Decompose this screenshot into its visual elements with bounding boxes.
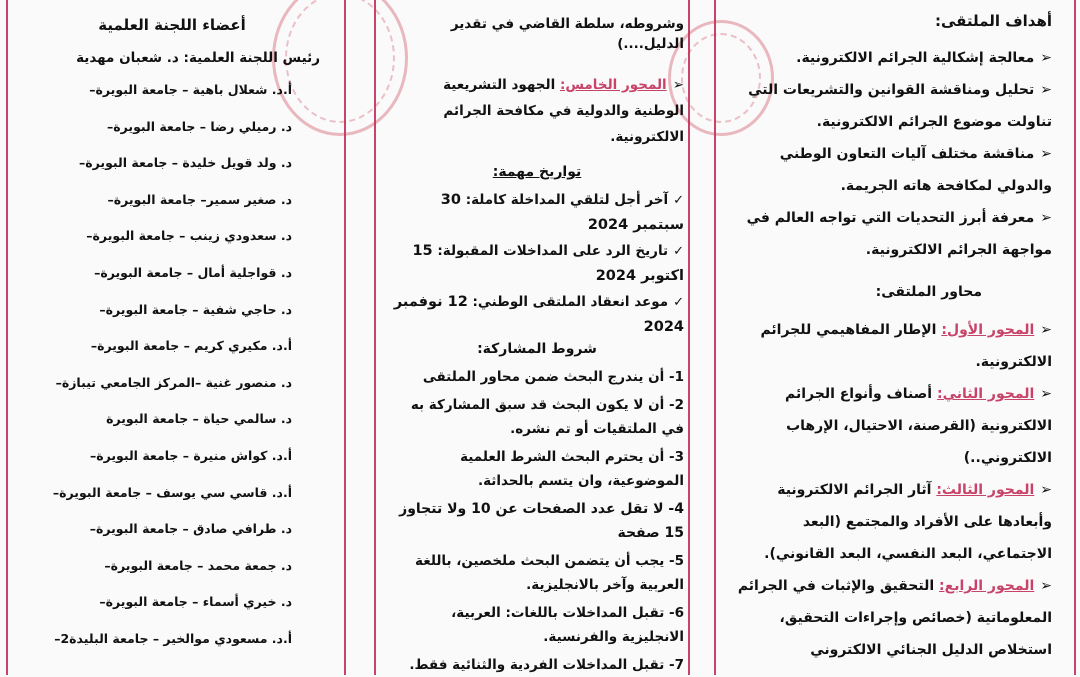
arrow-bullet-icon: ➢: [1040, 82, 1052, 98]
arrow-bullet-icon: ➢: [1040, 578, 1052, 594]
goal-item: [730, 202, 1052, 266]
date-text: موعد انعقاد الملتقى الوطني:: [472, 294, 669, 310]
arrow-bullet-icon: ➢: [1040, 386, 1052, 402]
member-item: د. ولد قويل خليدة – جامعة البويرة–: [79, 155, 292, 171]
axis-label: المحور الثاني:: [936, 386, 1035, 402]
dates-list: [390, 188, 684, 339]
arrow-bullet-icon: ➢: [1040, 146, 1052, 162]
member-item: د. خيري أسماء – جامعة البويرة–: [99, 594, 292, 610]
conditions-title: شروط المشاركة:: [477, 341, 597, 357]
axis-label: المحور الرابع:: [939, 578, 1035, 594]
goals-list: [730, 42, 1052, 266]
axis-text: الإطار المفاهيمي للجرائم الالكترونية.: [760, 322, 1052, 370]
arrow-bullet-icon: ➢: [1040, 210, 1052, 226]
goal-text: تحليل ومناقشة القوانين والتشريعات التي تناولت موضوع الجرائم الالكترونية.: [748, 82, 1052, 130]
member-item: أ.د. كواش منيرة – جامعة البويرة–: [89, 447, 292, 463]
member-item: أ.د. مسعودي موالخير – جامعة البليدة2–: [54, 630, 292, 646]
axis-item: [730, 474, 1052, 570]
date-value: 12 نوفمبر 2024: [393, 294, 684, 335]
committee-title: أعضاء اللجنة العلمية: [98, 16, 246, 34]
goal-item: [730, 138, 1052, 202]
axis-text: التحقيق والإثبات في الجرائم المعلوماتية (خصائص وإجراءات التحقيق، استخلاص الدليل الجنائي الالكتروني: [737, 578, 1052, 658]
condition-item: 6- تقبل المداخلات باللغات: العربية، الانجليزية والفرنسية.: [451, 605, 684, 645]
committee-panel: [10, 0, 340, 675]
axes-list: [730, 314, 1052, 666]
condition-item: 4- لا تقل عدد الصفحات عن 10 ولا تتجاوز 15 صفحة: [399, 501, 684, 541]
goal-text: معرفة أبرز التحديات التي تواجه العالم في مواجهة الجرائم الالكترونية.: [746, 210, 1052, 258]
date-text: تاريخ الرد على المداخلات المقبولة:: [437, 243, 669, 259]
dates-conditions-panel: [378, 0, 698, 675]
condition-item: 1- أن يندرج البحث ضمن محاور الملتقى: [422, 369, 684, 385]
date-item: [390, 188, 684, 237]
axis-item: [730, 570, 1052, 666]
dates-title: تواريخ مهمة:: [492, 164, 582, 180]
date-value: 30 سبتمبر 2024: [440, 192, 684, 233]
axis5-item: [390, 72, 684, 150]
arrow-bullet-icon: ➢: [1040, 322, 1052, 338]
condition-item: 2- أن لا يكون البحث قد سبق المشاركة به في الملتقيات أو تم نشره.: [410, 397, 684, 437]
axis-label: المحور الثالث:: [936, 482, 1035, 498]
member-item: أ.د. مكيري كريم – جامعة البويرة–: [90, 338, 292, 354]
arrow-bullet-icon: ➢: [672, 77, 684, 93]
member-item: د. حاجي شفية – جامعة البويرة–: [99, 301, 292, 317]
axis-item: [730, 314, 1052, 378]
member-item: أ.د. قاسي سي يوسف – جامعة البويرة–: [52, 484, 292, 500]
date-item: [390, 290, 684, 339]
members-list: [24, 72, 320, 658]
axis-text: أصناف وأنواع الجرائم الالكترونية (القرصنة، الاحتيال، الإرهاب الالكتروني..): [784, 386, 1052, 466]
arrow-bullet-icon: ➢: [1040, 482, 1052, 498]
date-text: آخر أجل لتلقي المداخلة كاملة:: [465, 192, 669, 208]
conditions-list: [390, 365, 684, 677]
member-item: د. سعدودي زينب – جامعة البويرة–: [86, 228, 292, 244]
member-item: د. سالمي حياة – جامعة البويرة: [106, 411, 292, 427]
check-icon: ✓: [673, 244, 684, 259]
continued-line: وشروطه، سلطة القاضي في تقدير الدليل....): [450, 16, 684, 52]
condition-item: 5- يجب أن يتضمن البحث ملخصين، باللغة العربية وآخر بالانجليزية.: [415, 553, 684, 593]
axis-label: المحور الخامس:: [559, 77, 667, 93]
goal-item: [730, 42, 1052, 74]
goal-text: معالجة إشكالية الجرائم الالكترونية.: [796, 50, 1035, 66]
member-item: د. جمعة محمد – جامعة البويرة–: [104, 557, 292, 573]
goals-title: أهداف الملتقى:: [934, 12, 1052, 30]
condition-item: 7- تقبل المداخلات الفردية والثنائية فقط.: [409, 657, 684, 673]
goals-panel: [720, 0, 1070, 675]
axis-label: المحور الأول:: [941, 322, 1035, 338]
goal-text: مناقشة مختلف آليات التعاون الوطني والدولي لمكافحة هاته الجريمة.: [779, 146, 1052, 194]
committee-chair: رئيس اللجنة العلمية: د. شعبان مهدية: [76, 50, 320, 66]
check-icon: ✓: [673, 295, 684, 310]
check-icon: ✓: [673, 193, 684, 208]
goal-item: [730, 74, 1052, 138]
date-value: 15 اكتوبر 2024: [412, 243, 684, 284]
axis-text: الجهود التشريعية الوطنية والدولية في مكافحة الجرائم الالكترونية.: [443, 77, 684, 145]
axes-title: محاور الملتقى:: [875, 284, 982, 300]
member-item: د. صغير سمير– جامعة البويرة–: [107, 191, 292, 207]
member-item: أ.د. شعلال باهية – جامعة البويرة–: [89, 82, 292, 97]
condition-item: 3- أن يحترم البحث الشرط العلمية الموضوعية، وان يتسم بالحداثة.: [460, 449, 684, 489]
axis-text: آثار الجرائم الالكترونية وأبعادها على الأفراد والمجتمع (البعد الاجتماعي، البعد النفسي، البعد القانوني).: [764, 482, 1052, 562]
date-item: [390, 239, 684, 288]
member-item: د. منصور غنية –المركز الجامعي تيبازة–: [55, 374, 292, 390]
member-item: د. قواجلية أمال – جامعة البويرة–: [94, 264, 292, 280]
member-item: د. رميلي رضا – جامعة البويرة–: [106, 118, 292, 134]
arrow-bullet-icon: ➢: [1040, 50, 1052, 66]
axis-item: [730, 378, 1052, 474]
member-item: د. طرافي صادق – جامعة البويرة–: [89, 521, 292, 537]
